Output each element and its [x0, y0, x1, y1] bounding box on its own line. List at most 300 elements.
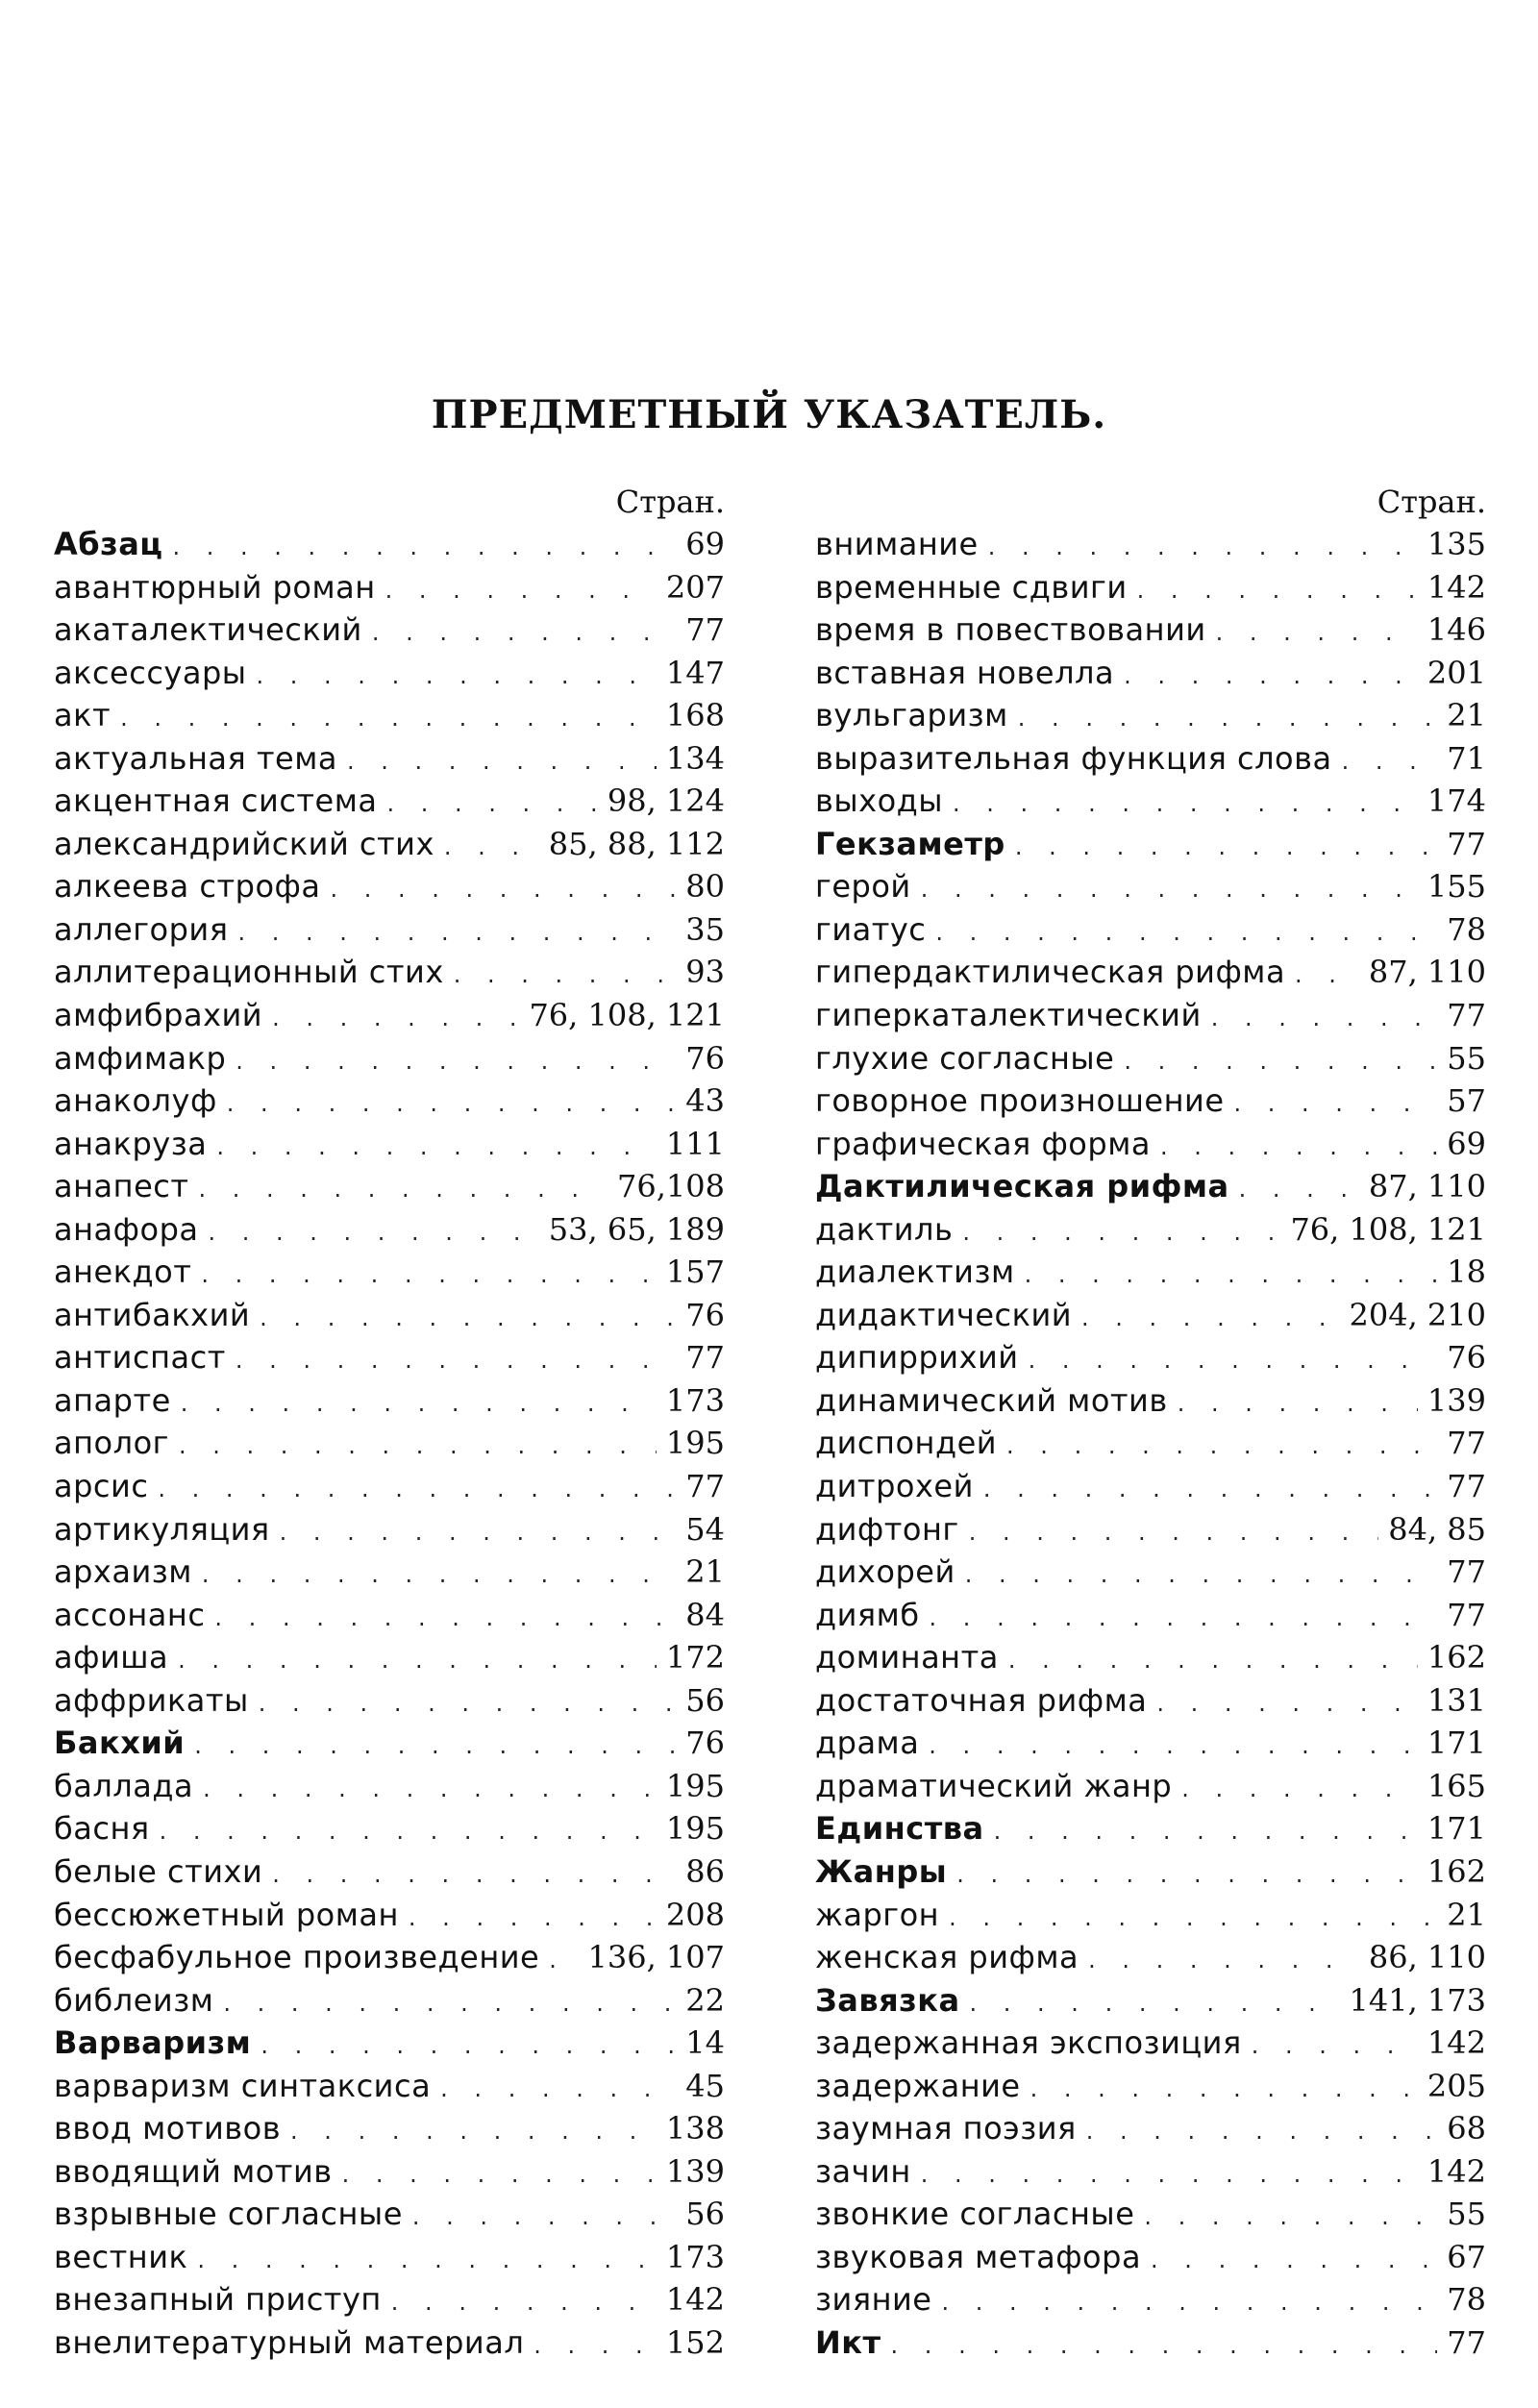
page-numbers: 139 — [665, 2152, 725, 2190]
page-numbers: 77 — [685, 1468, 725, 1505]
dot-leader — [1137, 569, 1418, 612]
dot-leader — [533, 2324, 657, 2368]
page-numbers: 86 — [685, 1852, 725, 1890]
index-entry — [815, 1379, 1486, 1423]
index-entry — [815, 523, 1486, 566]
index-term: Дактилическая рифма — [815, 1168, 1229, 1205]
index-term: Гекзаметр — [815, 825, 1005, 862]
index-term: анаколуф — [54, 1082, 217, 1120]
index-term: анафора — [54, 1210, 199, 1248]
dot-leader — [1216, 611, 1418, 655]
dot-leader — [1178, 1382, 1418, 1426]
index-term: графическая форма — [815, 1125, 1151, 1162]
page-numbers: 68 — [1447, 2110, 1486, 2147]
dot-leader — [440, 2068, 676, 2111]
dot-leader — [259, 1682, 677, 1725]
index-entry — [54, 1850, 725, 1894]
page-numbers: 77 — [1447, 2323, 1486, 2361]
index-term: вставная новелла — [815, 654, 1115, 691]
index-term: амфимакр — [54, 1039, 227, 1077]
page-numbers: 76 — [685, 1725, 725, 1762]
index-term: звуковая метафора — [815, 2238, 1142, 2275]
dot-leader — [994, 1810, 1418, 1853]
dot-leader — [331, 868, 677, 911]
page-numbers: 204, 210 — [1349, 1296, 1486, 1333]
dot-leader — [1295, 954, 1359, 997]
dot-leader — [198, 1168, 608, 1211]
dot-leader — [260, 1297, 676, 1340]
dot-leader — [929, 1725, 1418, 1768]
index-entry — [815, 994, 1486, 1037]
page-numbers: 77 — [1447, 1596, 1486, 1633]
index-entry — [54, 1936, 725, 1979]
index-term: бессюжетный роман — [54, 1896, 399, 1933]
index-entry — [54, 1465, 725, 1508]
index-entries-right — [815, 523, 1486, 2365]
index-entry — [815, 1850, 1486, 1894]
dot-leader — [1160, 1126, 1437, 1169]
index-term: женская рифма — [815, 1939, 1079, 1976]
page-numbers: 142 — [1426, 2024, 1486, 2062]
dot-leader — [179, 1425, 657, 1468]
index-term: анекдот — [54, 1254, 192, 1291]
index-entry — [815, 566, 1486, 609]
dot-leader — [891, 2324, 1438, 2368]
page-numbers: 77 — [685, 1339, 725, 1377]
dot-leader — [969, 1511, 1378, 1554]
index-entry — [54, 1037, 725, 1080]
dot-leader — [988, 526, 1418, 569]
index-term: акаталектический — [54, 611, 362, 649]
dot-leader — [935, 911, 1437, 955]
page-numbers: 78 — [1447, 2281, 1486, 2319]
page-numbers: 172 — [665, 1639, 725, 1676]
page-numbers: 155 — [1426, 868, 1486, 906]
index-term: вульгаризм — [815, 697, 1008, 734]
dot-leader — [236, 1339, 676, 1382]
dot-leader — [202, 1553, 676, 1597]
page-numbers: 76, 108, 121 — [529, 997, 725, 1034]
page-numbers: 84, 85 — [1388, 1510, 1486, 1548]
page-numbers: 139 — [1426, 1381, 1486, 1419]
page-numbers: 76 — [1447, 1339, 1486, 1377]
index-term: зияние — [815, 2281, 932, 2319]
index-term: ассонанс — [54, 1596, 206, 1633]
index-term: дипиррихий — [815, 1339, 1019, 1377]
index-term: Абзац — [54, 526, 163, 562]
page-numbers: 78 — [1447, 910, 1486, 948]
page-numbers: 67 — [1447, 2238, 1486, 2275]
index-entry — [815, 1508, 1486, 1552]
page-numbers: 71 — [1447, 739, 1486, 777]
index-entry — [815, 2107, 1486, 2150]
page-numbers: 134 — [665, 739, 725, 777]
index-entry — [815, 1807, 1486, 1850]
index-entry — [54, 2278, 725, 2321]
page-numbers: 77 — [1447, 1425, 1486, 1462]
index-term: глухие согласные — [815, 1039, 1115, 1077]
index-entry — [54, 1422, 725, 1465]
index-term: апарте — [54, 1381, 171, 1419]
index-term: задержание — [815, 2067, 1021, 2104]
index-entry — [815, 1765, 1486, 1808]
index-term: доминанта — [815, 1639, 999, 1676]
index-term: белые стихи — [54, 1852, 263, 1890]
index-term: динамический мотив — [815, 1381, 1168, 1419]
index-entries-left — [54, 523, 725, 2365]
index-term: жаргон — [815, 1896, 940, 1933]
index-entry — [54, 523, 725, 566]
page-numbers: 173 — [665, 1381, 725, 1419]
pages-column-header: Стран. — [615, 484, 725, 520]
dot-leader — [391, 2281, 657, 2324]
dot-leader — [970, 1982, 1340, 2025]
index-entry — [54, 1294, 725, 1337]
page-numbers: 142 — [1426, 568, 1486, 606]
index-term: дифтонг — [815, 1510, 959, 1548]
dot-leader — [1086, 2110, 1438, 2153]
dot-leader — [178, 1639, 657, 1682]
dot-leader — [1018, 697, 1437, 740]
index-entry — [815, 1336, 1486, 1379]
index-term: внелитературный материал — [54, 2323, 525, 2361]
index-entry — [54, 2150, 725, 2194]
index-term: библеизм — [54, 1981, 214, 2019]
dot-leader — [1025, 1254, 1438, 1297]
page-numbers: 195 — [665, 1810, 725, 1848]
dot-leader — [216, 1126, 657, 1169]
index-entry — [54, 1123, 725, 1166]
index-entry — [815, 1551, 1486, 1594]
index-entry — [815, 865, 1486, 908]
dot-leader — [1124, 1040, 1437, 1083]
page-numbers: 146 — [1426, 611, 1486, 649]
index-entry — [54, 2022, 725, 2065]
index-entry — [815, 1080, 1486, 1123]
index-entry — [815, 2321, 1486, 2365]
dot-leader — [280, 1511, 677, 1554]
index-term: звонкие согласные — [815, 2196, 1135, 2233]
page-numbers: 195 — [665, 1767, 725, 1804]
index-entry — [54, 1165, 725, 1208]
dot-leader — [194, 1725, 676, 1768]
index-entry — [54, 1336, 725, 1379]
page-numbers: 142 — [665, 2281, 725, 2319]
index-term: дидактический — [815, 1296, 1073, 1333]
index-term: выразительная функция слова — [815, 739, 1332, 777]
index-term: герой — [815, 868, 911, 906]
index-entry — [54, 1251, 725, 1294]
page-numbers: 141, 173 — [1349, 1981, 1486, 2019]
dot-leader — [962, 1211, 1280, 1254]
index-term: аллитерационный стих — [54, 954, 444, 991]
index-term: взрывные согласные — [54, 2196, 403, 2233]
index-entry — [815, 2065, 1486, 2108]
index-term: аллегория — [54, 910, 229, 948]
index-term: Икт — [815, 2323, 881, 2361]
index-term: архаизм — [54, 1553, 192, 1591]
dot-leader — [1081, 1297, 1339, 1340]
index-term: выходы — [815, 782, 944, 820]
dot-leader — [549, 1939, 578, 1982]
dot-leader — [1008, 1639, 1418, 1682]
index-term: внимание — [815, 526, 979, 562]
index-entry — [54, 2107, 725, 2150]
dot-leader — [1124, 655, 1418, 698]
index-term: гиперкаталектический — [815, 997, 1202, 1034]
index-entry — [815, 1722, 1486, 1765]
index-entry — [815, 1936, 1486, 1979]
page-numbers: 84 — [685, 1596, 725, 1633]
dot-leader — [227, 1082, 676, 1126]
index-entry — [815, 1165, 1486, 1208]
page-numbers: 135 — [1426, 526, 1486, 562]
page-numbers: 165 — [1426, 1767, 1486, 1804]
index-entry — [815, 1208, 1486, 1252]
page-numbers: 152 — [665, 2323, 725, 2361]
index-term: акцентная система — [54, 782, 378, 820]
page-numbers: 138 — [665, 2110, 725, 2147]
index-term: аксессуары — [54, 654, 247, 691]
page-numbers: 111 — [665, 1125, 725, 1162]
dot-leader — [272, 997, 519, 1040]
index-term: арсис — [54, 1468, 149, 1505]
index-term: ввод мотивов — [54, 2110, 282, 2147]
index-term: зачин — [815, 2152, 911, 2190]
index-term: авантюрный роман — [54, 568, 376, 606]
dot-leader — [956, 1853, 1418, 1897]
dot-leader — [444, 826, 539, 869]
pages-column-header: Стран. — [1377, 484, 1486, 520]
page-numbers: 69 — [685, 526, 725, 562]
page-numbers: 174 — [1426, 782, 1486, 820]
page-numbers: 55 — [1447, 2196, 1486, 2233]
index-term: задержанная экспозиция — [815, 2024, 1242, 2062]
page-numbers: 54 — [685, 1510, 725, 1548]
index-entry — [54, 1594, 725, 1637]
dot-leader — [223, 1982, 676, 2025]
page-numbers: 147 — [665, 654, 725, 691]
page-numbers: 18 — [1447, 1254, 1486, 1291]
page-numbers: 55 — [1447, 1039, 1486, 1077]
index-column-left — [54, 481, 725, 2365]
index-term: драматический жанр — [815, 1767, 1173, 1804]
index-term: алкеева строфа — [54, 868, 321, 906]
dot-leader — [1030, 2068, 1418, 2111]
index-entry — [54, 1208, 725, 1252]
page-numbers: 35 — [685, 910, 725, 948]
index-term: аффрикаты — [54, 1681, 249, 1719]
dot-leader — [347, 740, 657, 783]
dot-leader — [412, 2196, 676, 2239]
dot-leader — [237, 911, 676, 955]
dot-leader — [203, 1768, 657, 1811]
index-term: диямб — [815, 1596, 920, 1633]
page-numbers: 171 — [1426, 1725, 1486, 1762]
page-numbers: 195 — [665, 1425, 725, 1462]
index-term: анакруза — [54, 1125, 208, 1162]
index-entry — [54, 2236, 725, 2279]
dot-leader — [1252, 2024, 1418, 2068]
page-numbers: 77 — [1447, 825, 1486, 862]
page-numbers: 98, 124 — [607, 782, 725, 820]
page-numbers: 131 — [1426, 1681, 1486, 1719]
index-term: время в повествовании — [815, 611, 1206, 649]
index-entry — [54, 1379, 725, 1423]
index-entry — [815, 2236, 1486, 2279]
page-numbers: 201 — [1426, 654, 1486, 691]
index-entry — [54, 1636, 725, 1679]
index-entry — [54, 908, 725, 952]
index-term: антибакхий — [54, 1296, 251, 1333]
index-term: актуальная тема — [54, 739, 337, 777]
page-numbers: 168 — [665, 697, 725, 734]
page-numbers: 53, 65, 189 — [548, 1210, 725, 1248]
page-numbers: 76,108 — [617, 1168, 725, 1205]
index-entry — [54, 823, 725, 866]
dot-leader — [386, 782, 597, 826]
page-numbers: 205 — [1426, 2067, 1486, 2104]
dot-leader — [257, 655, 657, 698]
index-entry — [54, 865, 725, 908]
dot-leader — [272, 1853, 676, 1897]
page-numbers: 21 — [1447, 1896, 1486, 1933]
index-entry — [54, 737, 725, 781]
index-entry — [54, 1894, 725, 1937]
index-entry — [815, 908, 1486, 952]
page-numbers: 14 — [685, 2024, 725, 2062]
index-entry — [54, 994, 725, 1037]
page-numbers: 157 — [665, 1254, 725, 1291]
index-entry — [815, 694, 1486, 737]
dot-leader — [158, 1468, 676, 1511]
page-numbers: 162 — [1426, 1639, 1486, 1676]
page-numbers: 76 — [685, 1296, 725, 1333]
index-term: говорное произношение — [815, 1082, 1225, 1120]
index-term: антиспаст — [54, 1339, 226, 1377]
page-numbers: 77 — [1447, 1553, 1486, 1591]
index-entry — [815, 1894, 1486, 1937]
index-term: афиша — [54, 1639, 169, 1676]
page-numbers: 57 — [1447, 1082, 1486, 1120]
page-numbers: 136, 107 — [587, 1939, 725, 1976]
index-entry — [54, 1080, 725, 1123]
index-term: дитрохей — [815, 1468, 974, 1505]
index-entry — [815, 1123, 1486, 1166]
index-term: Варваризм — [54, 2024, 252, 2062]
page-numbers: 208 — [665, 1896, 725, 1933]
index-entry — [54, 608, 725, 652]
index-entry — [815, 608, 1486, 652]
dot-leader — [921, 2153, 1418, 2197]
index-term: заумная поэзия — [815, 2110, 1077, 2147]
index-term: внезапный приступ — [54, 2281, 382, 2319]
dot-leader — [454, 954, 677, 997]
page-numbers: 56 — [685, 1681, 725, 1719]
dot-leader — [921, 868, 1418, 911]
index-term: вводящий мотив — [54, 2152, 333, 2190]
index-entry — [815, 1294, 1486, 1337]
index-term: артикуляция — [54, 1510, 270, 1548]
dot-leader — [120, 697, 657, 740]
dot-leader — [290, 2110, 657, 2153]
index-term: дактиль — [815, 1210, 954, 1248]
index-entry — [815, 1037, 1486, 1080]
page-numbers: 80 — [685, 868, 725, 906]
index-term: амфибрахий — [54, 997, 263, 1034]
dot-leader — [949, 1897, 1437, 1940]
index-term: достаточная рифма — [815, 1681, 1148, 1719]
dot-leader — [160, 1810, 657, 1853]
page-numbers: 171 — [1426, 1810, 1486, 1848]
page-numbers: 77 — [1447, 1468, 1486, 1505]
index-term: дихорей — [815, 1553, 955, 1591]
dot-leader — [209, 1211, 539, 1254]
index-entry — [54, 951, 725, 994]
index-entry — [815, 2193, 1486, 2236]
index-entry — [815, 1465, 1486, 1508]
index-term: варваризм синтаксиса — [54, 2067, 432, 2104]
dot-leader — [1156, 1682, 1418, 1725]
dot-leader — [201, 1254, 657, 1297]
index-entry — [815, 2022, 1486, 2065]
index-entry — [815, 652, 1486, 695]
page-numbers: 93 — [685, 954, 725, 991]
index-entry — [815, 1979, 1486, 2023]
dot-leader — [1181, 1768, 1418, 1811]
index-term: александрийский стих — [54, 825, 434, 862]
page-numbers: 173 — [665, 2238, 725, 2275]
page-numbers: 21 — [685, 1553, 725, 1591]
index-term: акт — [54, 697, 112, 734]
page-numbers: 85, 88, 112 — [548, 825, 725, 862]
index-entry — [815, 823, 1486, 866]
index-entry — [54, 1722, 725, 1765]
page-numbers: 142 — [1426, 2152, 1486, 2190]
page-numbers: 43 — [685, 1082, 725, 1120]
dot-leader — [1151, 2239, 1437, 2282]
index-term: бесфабульное произведение — [54, 1939, 540, 1976]
index-term: анапест — [54, 1168, 189, 1205]
dot-leader — [260, 2024, 676, 2068]
dot-leader — [1029, 1339, 1438, 1382]
page-numbers: 69 — [1447, 1125, 1486, 1162]
dot-leader — [1234, 1082, 1438, 1126]
dot-leader — [965, 1553, 1438, 1597]
index-entry — [815, 1636, 1486, 1679]
dot-leader — [214, 1597, 676, 1640]
dot-leader — [1342, 740, 1438, 783]
index-entry — [54, 1765, 725, 1808]
index-entry — [54, 694, 725, 737]
dot-leader — [1211, 997, 1438, 1040]
dot-leader — [197, 2239, 657, 2282]
dot-leader — [173, 526, 677, 569]
dot-leader — [930, 1597, 1438, 1640]
dot-leader — [236, 1040, 676, 1083]
dot-leader — [181, 1382, 657, 1426]
page-numbers: 45 — [685, 2067, 725, 2104]
index-entry — [815, 1422, 1486, 1465]
index-entry — [815, 737, 1486, 781]
index-entry — [54, 1508, 725, 1552]
index-entry — [54, 1679, 725, 1723]
index-term: диалектизм — [815, 1254, 1015, 1291]
index-entry — [815, 2278, 1486, 2321]
index-entry — [54, 1979, 725, 2023]
index-term: гипердактилическая рифма — [815, 954, 1286, 991]
index-term: гиатус — [815, 910, 927, 948]
